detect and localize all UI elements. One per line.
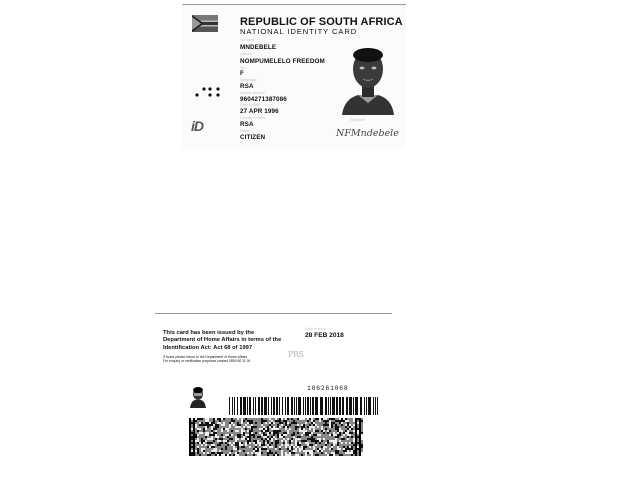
barcode-bar [328, 397, 329, 415]
nationality-value: RSA [240, 83, 254, 90]
card-title: REPUBLIC OF SOUTH AFRICA [240, 16, 403, 28]
barcode-bar [330, 397, 331, 415]
enquiry-line: For enquiry or verification purposes contact 0800 60 11 90 [163, 359, 251, 364]
barcode-bar [271, 397, 272, 415]
south-africa-flag-icon [192, 15, 218, 32]
barcode-bar [240, 397, 242, 415]
pdf417-2d-barcode [189, 418, 363, 456]
issued-line: This card has been issued by the [163, 330, 255, 336]
barcode-bar [247, 397, 248, 415]
status-value: CITIZEN [240, 134, 266, 141]
barcode-bar [279, 397, 280, 415]
names-label: Names [240, 52, 252, 56]
barcode-bar [315, 397, 318, 415]
barcode-bar [268, 397, 269, 415]
barcode-bar [232, 397, 233, 415]
thumbnail-photo [189, 386, 207, 408]
official-stamp: PRS [288, 350, 304, 359]
barcode-bar [258, 397, 260, 415]
country-of-birth-label: Country of Birth [240, 116, 265, 120]
date-of-birth-label: Date of Birth [240, 103, 260, 107]
barcode-bar [303, 397, 304, 415]
barcode-bar [234, 397, 235, 415]
barcode-bar [346, 397, 348, 415]
barcode-bar [355, 397, 358, 415]
status-label: Status [240, 129, 251, 133]
barcode-bar [320, 397, 323, 415]
braille-dots-icon [194, 85, 224, 99]
barcode-bar [273, 397, 275, 415]
return-line: If found please return to the Department of Home Affairs [163, 355, 248, 359]
barcode-bar [261, 397, 263, 415]
barcode-bar [285, 397, 286, 415]
barcode-bar [307, 397, 309, 415]
signature: NFMndebele [336, 128, 399, 139]
barcode-bar [255, 397, 256, 415]
barcode-bar [243, 397, 246, 415]
signature-label: Signature [350, 118, 366, 122]
barcode-bar [332, 397, 335, 415]
id-card-back [155, 313, 392, 464]
identity-number-value: 9604271387086 [240, 96, 287, 103]
date-of-issue-label: Date of Issue [305, 327, 327, 331]
date-of-birth-value: 27 APR 1996 [240, 108, 279, 115]
card-subtitle: NATIONAL IDENTITY CARD [240, 27, 358, 36]
surname-value: MNDEBELE [240, 44, 277, 51]
barcode-bar [336, 397, 338, 415]
barcode-bar [360, 397, 362, 415]
issued-line: Identification Act: Act 68 of 1997 [163, 344, 253, 351]
barcode-bar [349, 397, 352, 415]
barcode-bar [237, 397, 238, 415]
barcode [229, 397, 381, 415]
surname-label: Surname [240, 38, 255, 42]
barcode-bar [353, 397, 354, 415]
barcode-bar [282, 397, 283, 415]
date-of-issue: 28 FEB 2018 [305, 332, 344, 339]
barcode-bar [342, 397, 344, 415]
barcode-bar [310, 397, 311, 415]
barcode-bar [364, 397, 365, 415]
barcode-bar [249, 397, 251, 415]
id-logo: iD [191, 118, 203, 134]
barcode-bar [373, 397, 374, 415]
issued-by-text [163, 330, 281, 352]
issued-line: Department of Home Affairs in terms of the [163, 337, 282, 344]
barcode-bar [368, 397, 371, 415]
barcode-bar [294, 397, 295, 415]
portrait-photo [340, 41, 396, 115]
barcode-bar [276, 397, 278, 415]
barcode-bar [296, 397, 297, 415]
sex-value: F [240, 70, 244, 77]
barcode-bar [339, 397, 341, 415]
barcode-bar [375, 397, 376, 415]
return-instructions [163, 355, 250, 363]
barcode-bar [366, 397, 367, 415]
sex-label: Sex [240, 66, 247, 70]
barcode-bar [312, 397, 314, 415]
barcode-bar [287, 397, 289, 415]
barcode-bar [291, 397, 293, 415]
barcode-bar [377, 397, 378, 415]
names-value: NOMPUMELELO FREEDOM [240, 58, 325, 65]
barcode-bar [298, 397, 301, 415]
country-of-birth-value: RSA [240, 121, 254, 128]
card-serial-number: 106261068 [307, 385, 349, 392]
barcode-bar [325, 397, 327, 415]
barcode-bar [253, 397, 254, 415]
barcode-bar [305, 397, 306, 415]
id-card-front [182, 4, 406, 149]
barcode-bar [264, 397, 267, 415]
nationality-label: Nationality [240, 78, 257, 82]
identity-number-label: Identity Number [240, 91, 266, 95]
barcode-bar [229, 397, 230, 415]
